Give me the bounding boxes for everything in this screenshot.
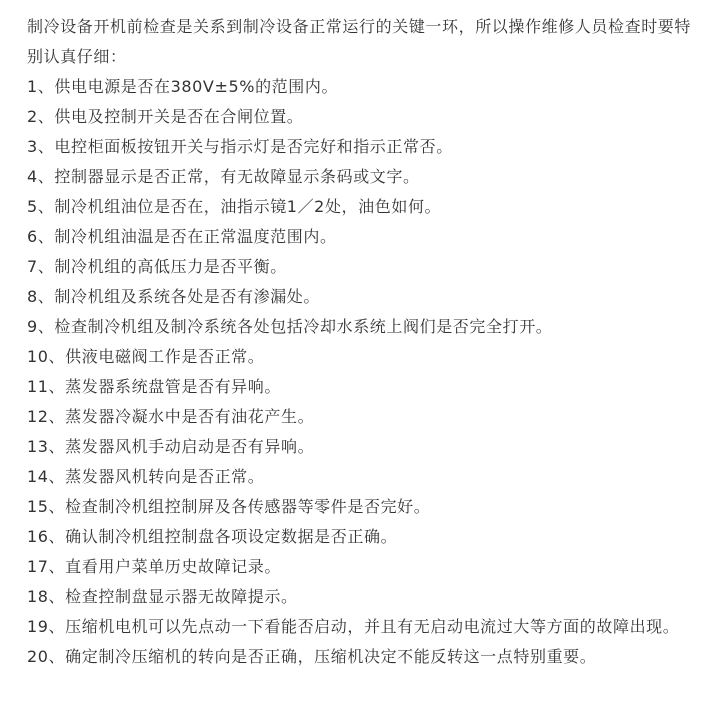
list-item xyxy=(27,582,703,612)
list-item xyxy=(27,312,703,342)
item-number: 11、 xyxy=(27,377,66,396)
list-item xyxy=(27,192,703,222)
list-item xyxy=(27,492,703,522)
list-item xyxy=(27,552,703,582)
item-number: 7、 xyxy=(27,257,55,276)
list-item xyxy=(27,612,703,642)
list-item xyxy=(27,282,703,312)
item-number: 13、 xyxy=(27,437,66,456)
item-text: 供液电磁阀工作是否正常。 xyxy=(65,347,265,366)
item-number: 8、 xyxy=(27,287,55,306)
item-text: 制冷机组油位是否在，油指示镜1／2处，油色如何。 xyxy=(54,197,442,216)
list-item xyxy=(27,342,703,372)
intro-paragraph: 制冷设备开机前检查是关系到制冷设备正常运行的关键一环，所以操作维修人员检查时要特别认真仔细： xyxy=(27,17,692,66)
list-item xyxy=(27,522,703,552)
item-text: 直看用户菜单历史故障记录。 xyxy=(65,557,281,576)
item-text: 电控柜面板按钮开关与指示灯是否完好和指示正常否。 xyxy=(54,137,453,156)
item-text: 蒸发器系统盘管是否有异响。 xyxy=(65,377,281,396)
list-item xyxy=(27,372,703,402)
item-text: 确认制冷机组控制盘各项设定数据是否正确。 xyxy=(65,527,398,546)
item-text: 蒸发器冷凝水中是否有油花产生。 xyxy=(65,407,315,426)
list-item xyxy=(27,162,703,192)
item-number: 3、 xyxy=(27,137,55,156)
item-text: 制冷机组油温是否在正常温度范围内。 xyxy=(54,227,337,246)
item-number: 1、 xyxy=(27,77,55,96)
item-text: 供电电源是否在380V±5%的范围内。 xyxy=(54,77,339,96)
list-item xyxy=(27,222,703,252)
list-item xyxy=(27,642,703,672)
item-text: 确定制冷压缩机的转向是否正确，压缩机决定不能反转这一点特别重要。 xyxy=(65,647,597,666)
item-number: 6、 xyxy=(27,227,55,246)
item-number: 5、 xyxy=(27,197,55,216)
item-number: 15、 xyxy=(27,497,66,516)
item-number: 14、 xyxy=(27,467,66,486)
item-number: 9、 xyxy=(27,317,55,336)
item-text: 压缩机电机可以先点动一下看能否启动，并且有无启动电流过大等方面的故障出现。 xyxy=(65,617,680,636)
item-text: 制冷机组及系统各处是否有渗漏处。 xyxy=(54,287,320,306)
item-text: 检查制冷机组及制冷系统各处包括冷却水系统上阀们是否完全打开。 xyxy=(54,317,553,336)
item-number: 12、 xyxy=(27,407,66,426)
item-number: 2、 xyxy=(27,107,55,126)
checklist xyxy=(27,72,703,672)
item-text: 蒸发器风机转向是否正常。 xyxy=(65,467,265,486)
item-number: 10、 xyxy=(27,347,66,366)
item-number: 18、 xyxy=(27,587,66,606)
list-item xyxy=(27,432,703,462)
item-text: 蒸发器风机手动启动是否有异响。 xyxy=(65,437,315,456)
item-text: 控制器显示是否正常，有无故障显示条码或文字。 xyxy=(54,167,420,186)
item-text: 供电及控制开关是否在合闸位置。 xyxy=(54,107,304,126)
item-number: 17、 xyxy=(27,557,66,576)
item-number: 16、 xyxy=(27,527,66,546)
item-number: 19、 xyxy=(27,617,66,636)
item-text: 检查控制盘显示器无故障提示。 xyxy=(65,587,298,606)
list-item xyxy=(27,462,703,492)
list-item xyxy=(27,72,703,102)
list-item xyxy=(27,252,703,282)
item-number: 20、 xyxy=(27,647,66,666)
item-number: 4、 xyxy=(27,167,55,186)
list-item xyxy=(27,402,703,432)
item-text: 检查制冷机组控制屏及各传感器等零件是否完好。 xyxy=(65,497,431,516)
item-text: 制冷机组的高低压力是否平衡。 xyxy=(54,257,287,276)
list-item xyxy=(27,102,703,132)
list-item xyxy=(27,132,703,162)
